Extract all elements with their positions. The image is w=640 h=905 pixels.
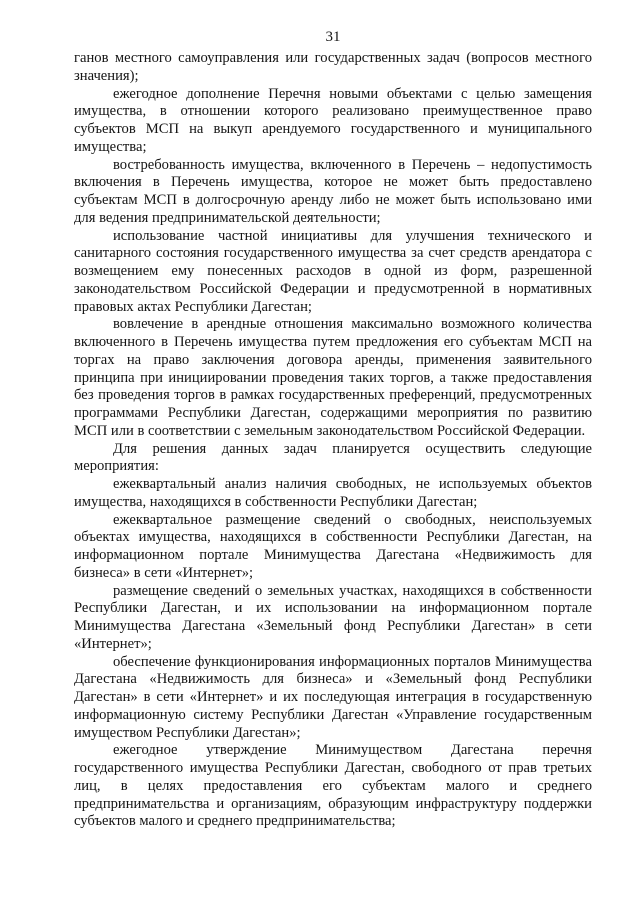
- document-page: [74, 28, 592, 831]
- paragraph-planned-measures-intro: Для решения данных задач планируется осуществить следующие мероприятия:: [74, 440, 592, 475]
- paragraph-lease-involvement: вовлечение в арендные отношения максимально возможного количества включенного в Перечень имущества путем предложения его субъектам МСП на торгах на право заключения договора аренды, применения заявительного принципа при инициировании проведения таких торгов, а также предоставления без проведения торгов в рамках государственных преференций, предусмотренных программами Республики Дагестан, содержащими мероприятия по развитию МСП или в соответствии с земельным законодательством Российской Федерации.: [74, 316, 592, 439]
- paragraph-annual-list-addition: ежегодное дополнение Перечня новыми объектами с целью замещения имущества, в отношении которого реализовано преимущественное право субъектов МСП на выкуп арендуемого государственного и муниципального имущества;: [74, 85, 592, 155]
- paragraph-continuation: ганов местного самоуправления или государственных задач (вопросов местного значения);: [74, 50, 592, 84]
- paragraph-quarterly-analysis: ежеквартальный анализ наличия свободных, не используемых объектов имущества, находящихся в собственности Республики Дагестан;: [74, 476, 592, 510]
- paragraph-annual-approval: ежегодное утверждение Минимуществом Дагестана перечня государственного имущества Республики Дагестан, свободного от прав третьих лиц, в целях предоставления его субъектам малого и среднего предпринимательства и организациям, образующим инфраструктуру поддержки субъектов малого и среднего предпринимательства;: [74, 742, 592, 830]
- page-number: 31: [325, 29, 341, 45]
- paragraph-quarterly-publication: ежеквартальное размещение сведений о свободных, неиспользуемых объектах имущества, находящихся в собственности Республики Дагестан, на информационном портале Минимущества Дагестана «Недвижимость для бизнеса» в сети «Интернет»;: [74, 511, 592, 581]
- paragraph-demand-for-property: востребованность имущества, включенного в Перечень – недопустимость включения в Перечень имущества, которое не может быть предоставлено субъектам МСП в долгосрочную аренду либо не может быть использовано ими для ведения предпринимательской деятельности;: [74, 156, 592, 226]
- paragraph-land-plots-publication: размещение сведений о земельных участках, находящихся в собственности Республики Дагестан, и их использовании на информационном портале Минимущества Дагестана «Земельный фонд Республики Дагестан» в сети «Интернет»;: [74, 582, 592, 652]
- paragraph-portals-operation: обеспечение функционирования информационных порталов Минимущества Дагестана «Недвижимость для бизнеса» и «Земельный фонд Республики Дагестан» в сети «Интернет» и их последующая интеграция в государственную информационную систему Республики Дагестан «Управление государственным имуществом Республики Дагестан»;: [74, 653, 592, 741]
- paragraph-private-initiative: использование частной инициативы для улучшения технического и санитарного состояния государственного имущества за счет средств арендатора с возмещением ему понесенных расходов в одной из форм, разрешенной законодательством Российской Федерации и предусмотренной в нормативных правовых актах Республики Дагестан;: [74, 227, 592, 315]
